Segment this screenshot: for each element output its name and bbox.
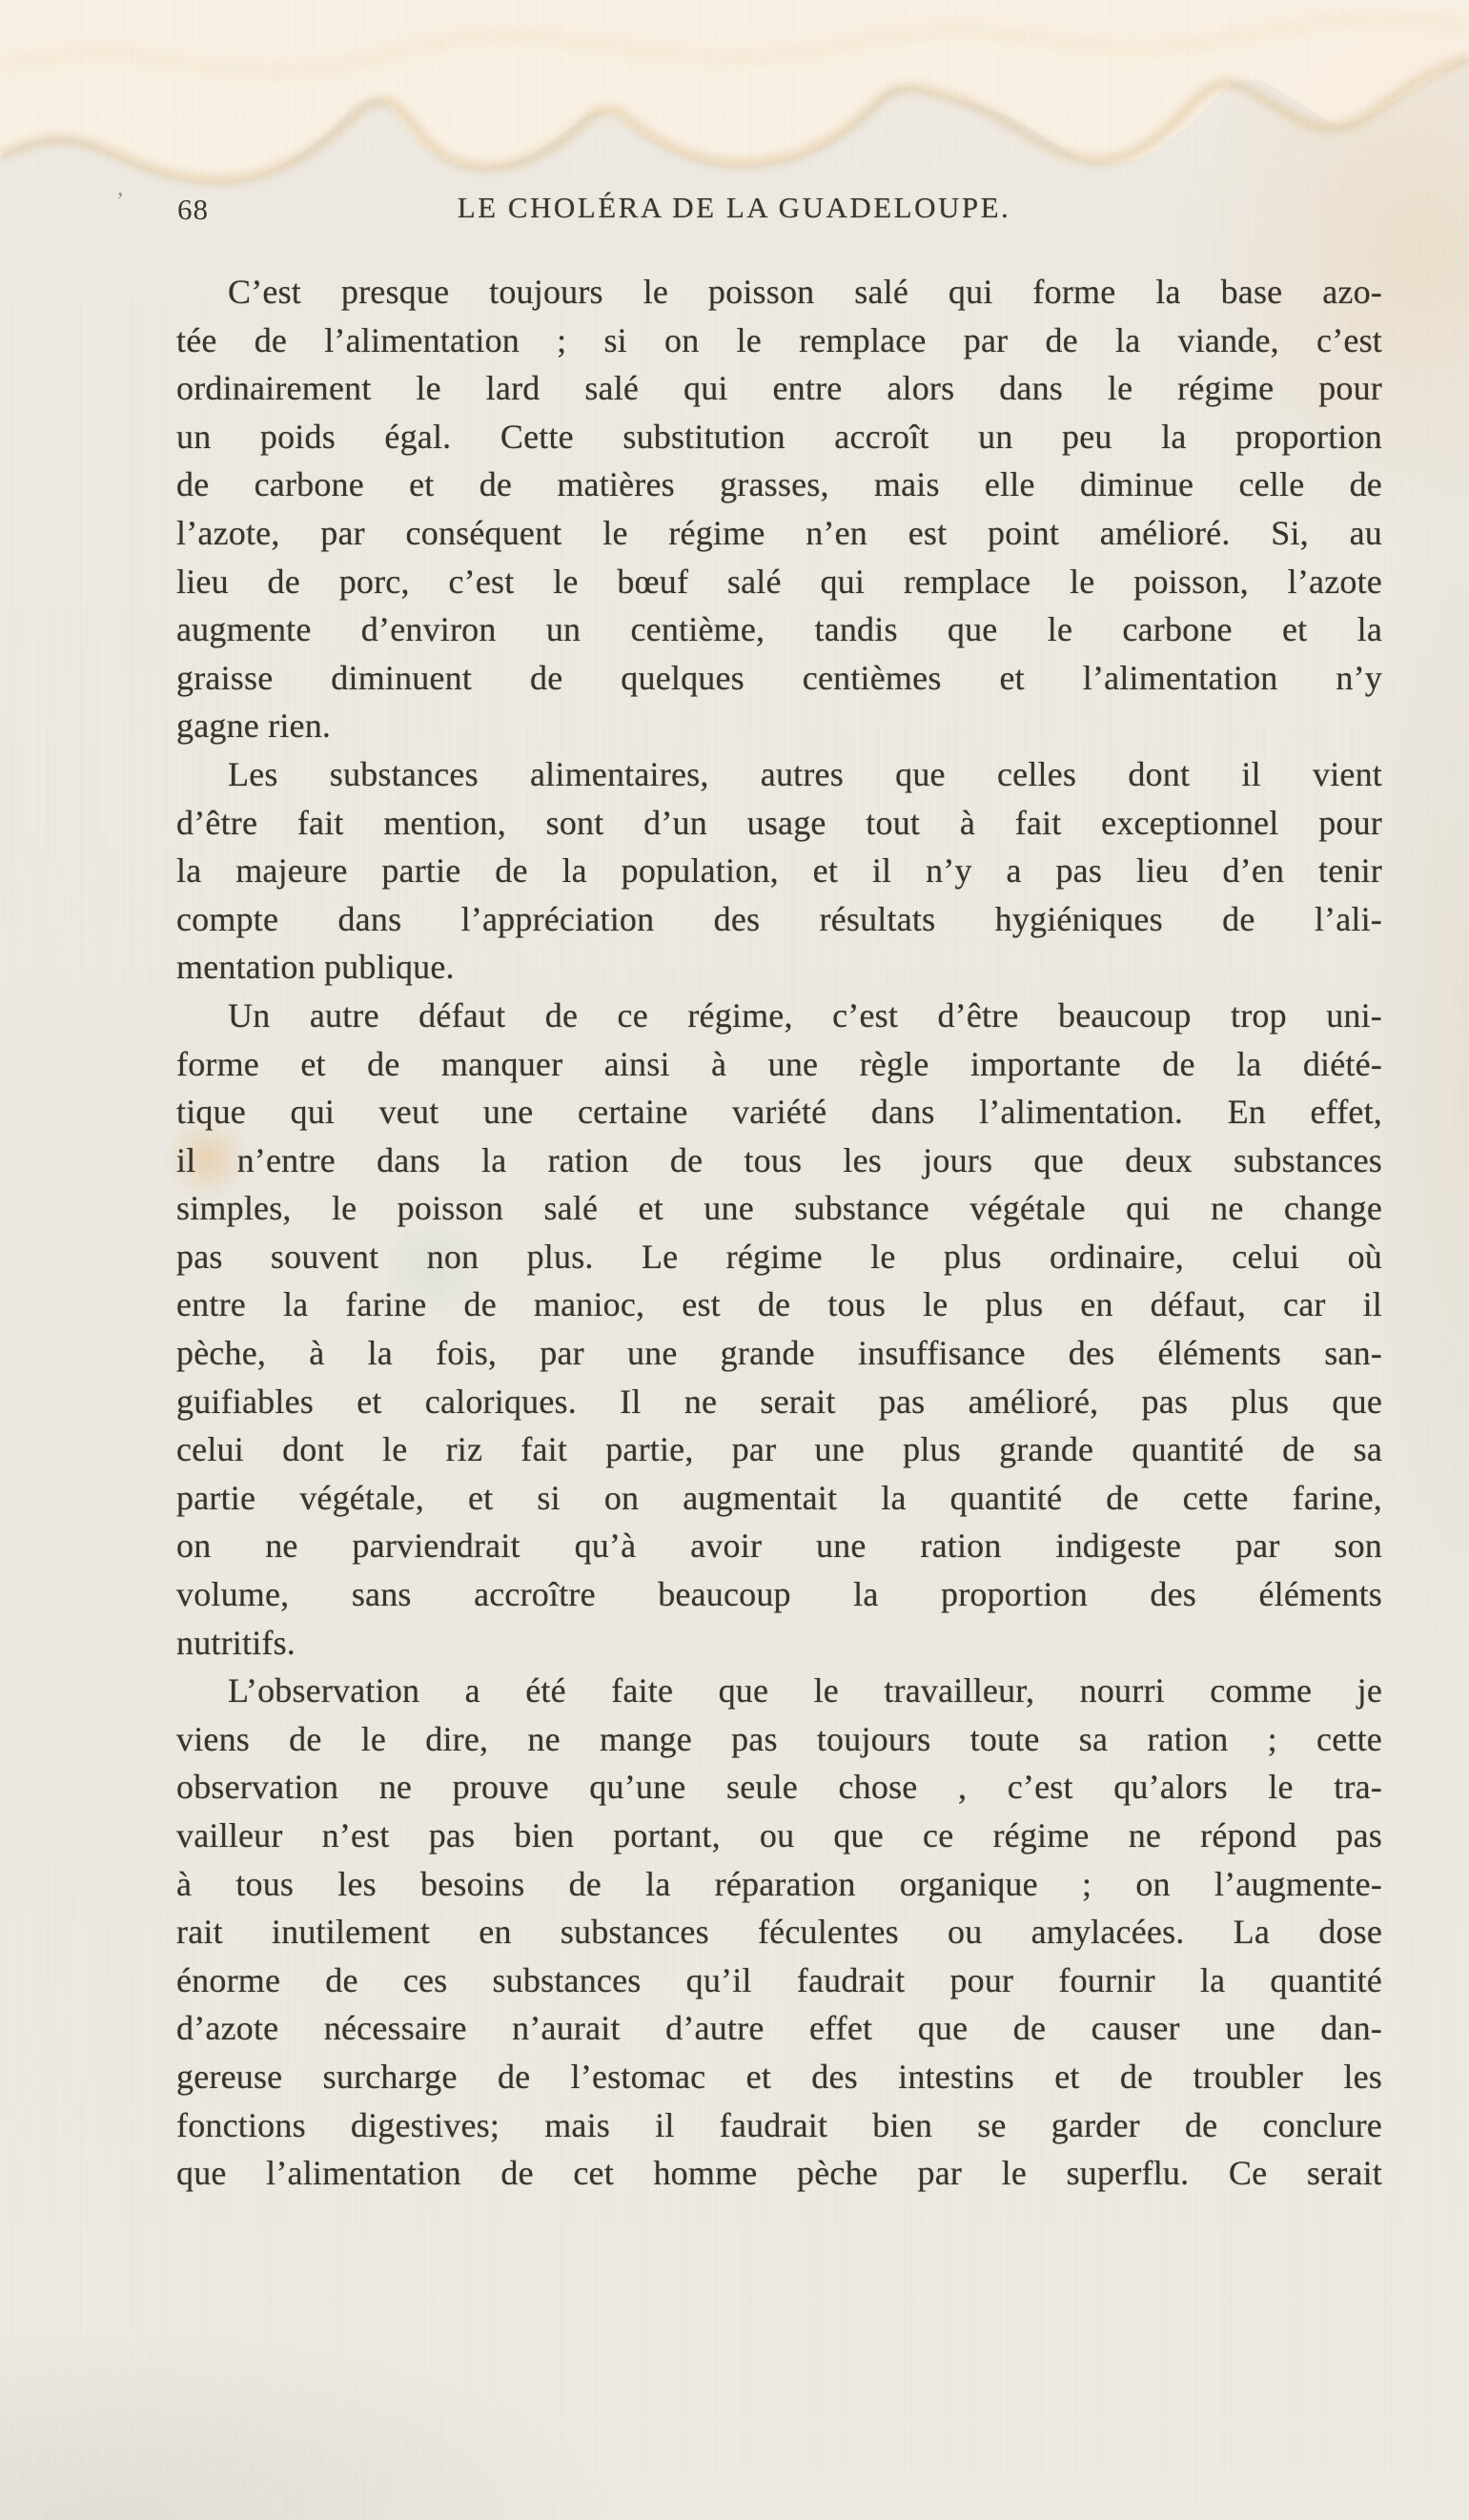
text-line: C’est presque toujours le poisson salé qui forme la base azo- [228,273,1382,311]
text-line: Un autre défaut de ce régime, c’est d’être beaucoup trop uni- [228,995,1382,1035]
text-line: compte dans l’appréciation des résultats hygiéniques de l’ali- [176,899,1382,938]
text-line: augmente d’environ un centième, tandis que le carbone et la [176,610,1382,649]
text-line: que l’alimentation de cet homme pèche par le superflu. Ce serait [176,2154,1382,2193]
body-text [176,268,1382,2198]
text-line: on ne parviendrait qu’à avoir une ration indigeste par son [176,1526,1382,1566]
text-line: d’être fait mention, sont d’un usage tout à fait exceptionnel pour [176,803,1382,842]
page-header [0,187,1469,236]
text-line: guifiables et caloriques. Il ne serait pas amélioré, pas plus que [176,1382,1382,1421]
text-line: fonctions digestives; mais il faudrait bien se garder de conclure [176,2105,1382,2144]
text-line: vailleur n’est pas bien portant, ou que ce régime ne répond pas [176,1816,1382,1854]
text-line: mentation publique. [176,948,455,987]
text-line: viens de le dire, ne mange pas toujours toute sa ration ; cette [176,1719,1382,1758]
text-line: de carbone et de matières grasses, mais elle diminue celle de [176,465,1382,504]
text-line: gagne rien. [176,707,332,746]
page-number: 68 [177,193,209,226]
text-line: L’observation a été faite que le travailleur, nourri comme je [228,1671,1382,1711]
running-title: LE CHOLÉRA DE LA GUADELOUPE. [457,191,1011,224]
text-line: pas souvent non plus. Le régime le plus ordinaire, celui où [176,1237,1382,1276]
text-line: il n’entre dans la ration de tous les jours que deux substances [176,1140,1382,1179]
text-line: rait inutilement en substances féculentes ou amylacées. La dose [176,1913,1382,1952]
text-line: entre la farine de manioc, est de tous le plus en défaut, car il [176,1285,1382,1324]
text-line: volume, sans accroître beaucoup la proportion des éléments [176,1575,1382,1614]
text-line: d’azote nécessaire n’aurait d’autre effet que de causer une dan- [176,2009,1382,2048]
text-line: nutritifs. [176,1623,296,1662]
text-line: celui dont le riz fait partie, par une plus grande quantité de sa [176,1430,1382,1469]
text-line: à tous les besoins de la réparation organique ; on l’augmente- [176,1864,1382,1903]
top-water-stain [0,0,1469,286]
text-line: un poids égal. Cette substitution accroît un peu la proportion [176,417,1382,456]
text-line: partie végétale, et si on augmentait la quantité de cette farine, [176,1478,1382,1517]
text-line: simples, le poisson salé et une substance végétale qui ne change [176,1189,1382,1228]
text-line: ordinairement le lard salé qui entre alors dans le régime pour [176,369,1382,408]
text-line: énorme de ces substances qu’il faudrait pour fournir la quantité [176,1960,1382,1999]
text-line: forme et de manquer ainsi à une règle importante de la diété- [176,1044,1382,1083]
text-line: l’azote, par conséquent le régime n’en est point amélioré. Si, au [176,513,1382,552]
text-line: la majeure partie de la population, et il n’y a pas lieu d’en tenir [176,851,1382,891]
text-line: graisse diminuent de quelques centièmes et l’alimentation n’y [176,658,1382,697]
text-line: lieu de porc, c’est le bœuf salé qui remplace le poisson, l’azote [176,562,1382,601]
text-line: gereuse surcharge de l’estomac et des intestins et de troubler les [176,2057,1382,2096]
text-line: observation ne prouve qu’une seule chose , c’est qu’alors le tra- [176,1768,1382,1807]
text-line: tique qui veut une certaine variété dans l’alimentation. En effet, [176,1093,1382,1132]
text-line: Les substances alimentaires, autres que celles dont il vient [228,754,1382,793]
margin-mark: ’ [116,189,124,214]
text-line: pèche, à la fois, par une grande insuffisance des éléments san- [176,1334,1382,1373]
text-line: tée de l’alimentation ; si on le remplace par de la viande, c’est [176,320,1382,359]
